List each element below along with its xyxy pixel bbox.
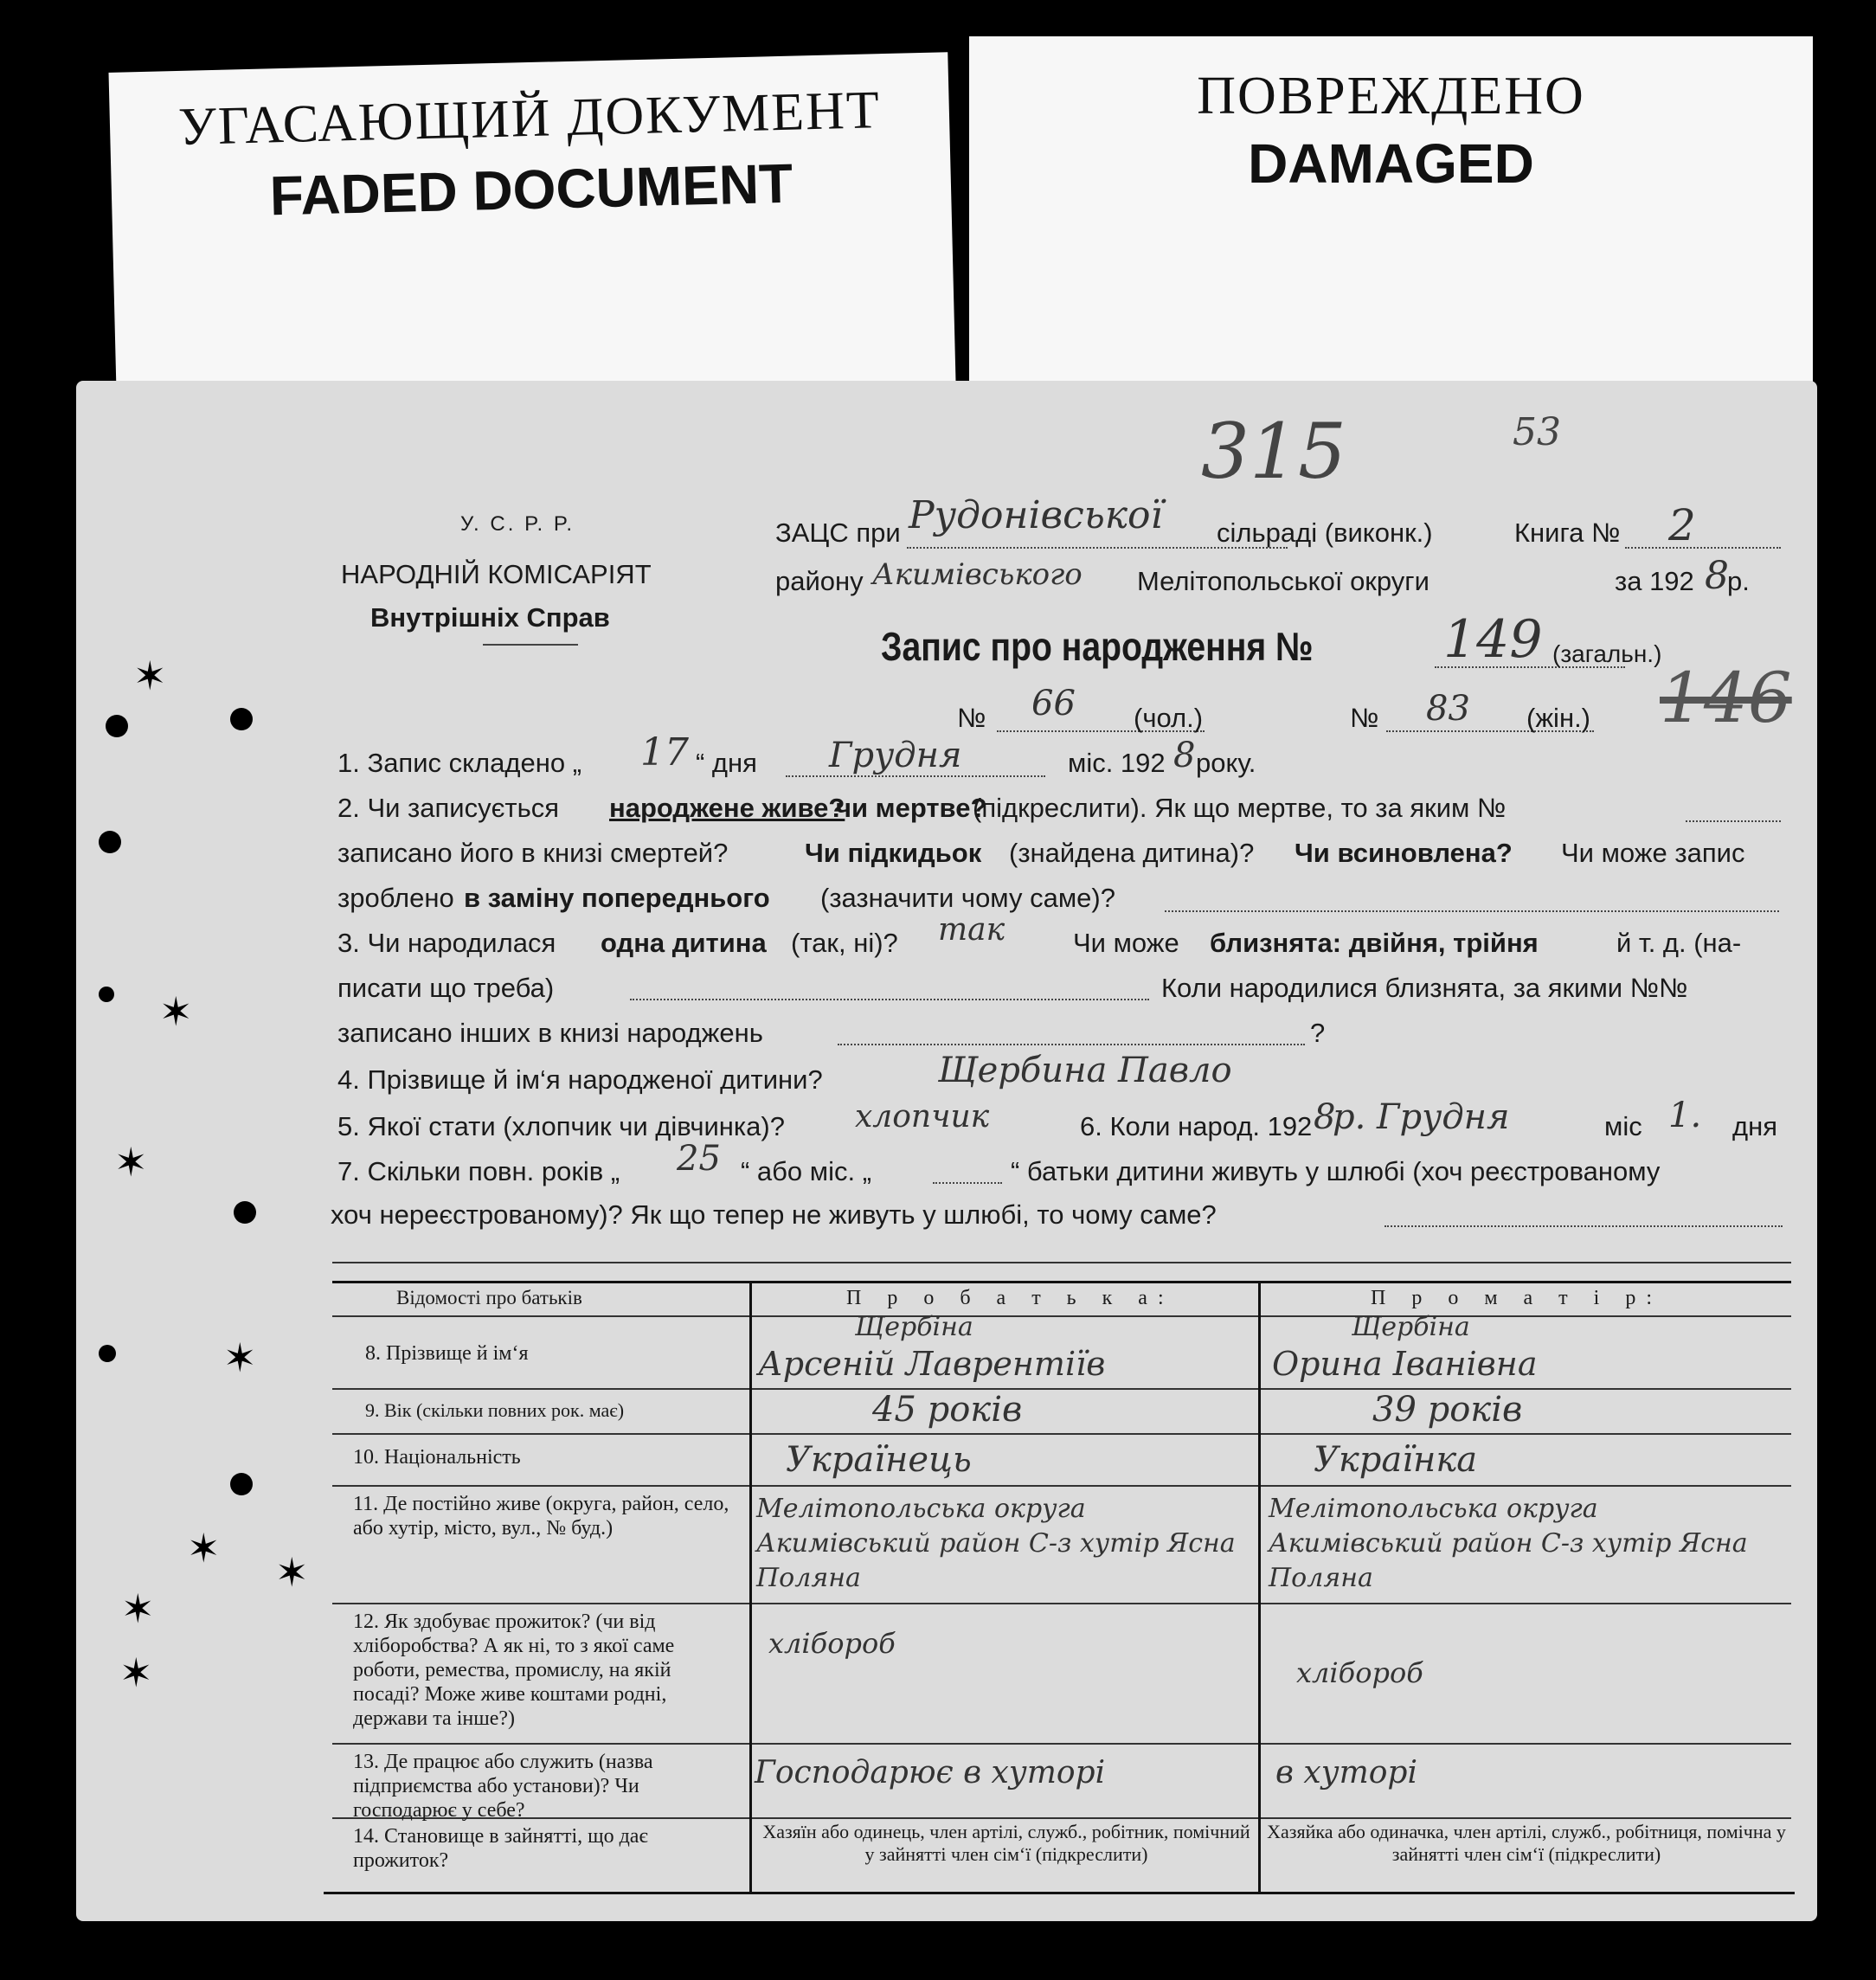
q1-day-suffix: “ дня — [696, 748, 757, 778]
mother-age: 39 років — [1372, 1390, 1523, 1430]
q6-month: р. Грудня — [1333, 1097, 1510, 1137]
table-row-11-label: 11. Де постійно живе (округа, район, село, або хутір, місто, вул., № буд.) — [353, 1493, 729, 1540]
book-label: Книга № — [1514, 518, 1621, 548]
district-name: Акимівського — [872, 557, 1083, 592]
q6-day: 1. — [1668, 1096, 1702, 1135]
father-name: Арсеній Лаврентіїв — [758, 1345, 1106, 1383]
q6-day-suffix: дня — [1732, 1111, 1777, 1141]
father-age: 45 років — [872, 1390, 1023, 1430]
q2-adopted: Чи всиновлена? — [1295, 838, 1513, 868]
zags-village: Рудонівської — [909, 493, 1163, 537]
q2-line1-d: (підкреслити). Як що мертве, то за яким № — [973, 793, 1507, 823]
q7-line2: хоч нереєстрованому)? Як що тепер не живуть у шлюбі, то чому саме? — [331, 1199, 1217, 1230]
general-number: 149 — [1443, 609, 1543, 670]
mother-workplace: в хуторі — [1275, 1755, 1417, 1790]
page-number: 53 — [1513, 410, 1561, 454]
q1-year-digit: 8 — [1173, 736, 1196, 775]
ministry-line1: НАРОДНІЙ КОМІСАРІЯТ — [341, 559, 652, 589]
q7-line1-b: “ або міс. „ — [741, 1156, 872, 1186]
general-suffix: (загальн.) — [1552, 640, 1662, 667]
q3-line3: записано інших в книзі народжень — [337, 1018, 763, 1048]
q3-single-child: одна дитина — [601, 928, 767, 958]
punch-hole — [106, 715, 128, 737]
q7-years: 25 — [677, 1139, 721, 1179]
male-no-label: № — [957, 703, 986, 733]
q2-line2-a: записано його в книзі смертей? — [337, 838, 729, 868]
zags-prefix: ЗАЦС при — [775, 518, 901, 548]
q7-line1-c: “ батьки дитини живуть у шлюбі (хоч реєстрованому — [1011, 1156, 1661, 1186]
sticker-en-damaged: DAMAGED — [1248, 132, 1534, 195]
q2-line3-c: (зазначити чому саме)? — [820, 883, 1115, 913]
q5-label: 5. Якої стати (хлопчик чи дівчинка)? — [337, 1111, 785, 1141]
table-row-13-label: 13. Де працює або служить (назва підприємства або установи)? Чи господарює у себе? — [353, 1751, 653, 1822]
year-digit: 8 — [1705, 554, 1729, 598]
q7-line1-a: 7. Скільки повн. років „ — [337, 1156, 620, 1186]
father-residence: Мелітопольська округа Акимівський район С-з хутір Ясна Поляна — [756, 1494, 1236, 1593]
tear-mark: ✶ — [121, 1585, 155, 1632]
q1-month: Грудня — [829, 736, 962, 775]
mother-name: Орина Іванівна — [1272, 1345, 1538, 1383]
state-label: У. С. Р. Р. — [460, 512, 575, 536]
q2-stillborn: чи мертве? — [836, 793, 987, 823]
punch-hole — [230, 1473, 253, 1495]
q4-label: 4. Прізвище й ім‘я народженої дитини? — [337, 1064, 823, 1095]
q6-label: 6. Коли народ. 192 — [1080, 1111, 1313, 1141]
mother-employment-status: Хазяйка або одиначка, член артілі, служб., робітниця, помічна у зайнятті член сім‘ї (підкреслити) — [1267, 1821, 1786, 1865]
tear-mark: ✶ — [114, 1139, 148, 1186]
faded-document-sticker — [109, 52, 956, 402]
archive-number: 315 — [1201, 407, 1346, 496]
q5-answer: хлопчик — [855, 1099, 990, 1135]
q3-answer: так — [938, 912, 1005, 948]
record-title: Запис про народження № — [881, 624, 1314, 669]
sticker-ru-faded: УГАСАЮЩИЙ ДОКУМЕНТ — [177, 80, 882, 157]
female-suffix: (жін.) — [1526, 703, 1591, 733]
table-col-mother: П р о м а т і р: — [1371, 1287, 1662, 1309]
corner-number: 146 — [1660, 658, 1792, 738]
q2-foundling: Чи підкидьок — [805, 838, 982, 868]
punch-hole — [230, 708, 253, 730]
q3-line2-a: писати що треба) — [337, 973, 555, 1003]
ministry-line2: Внутрішніх Справ — [370, 602, 610, 633]
q3-line1-c: (так, ні)? — [791, 928, 898, 958]
punch-hole — [99, 987, 114, 1002]
male-number: 66 — [1031, 684, 1076, 723]
q6-year-digit: 8 — [1314, 1097, 1336, 1137]
mother-occupation: хлібороб — [1296, 1656, 1423, 1689]
year-prefix: за 192 — [1615, 566, 1694, 596]
father-surname: Щербіна — [855, 1312, 973, 1342]
mother-residence: Мелітопольська округа Акимівський район С-з хутір Ясна Поляна — [1269, 1494, 1748, 1593]
q1-label: 1. Запис складено „ — [337, 748, 582, 778]
q1-year-suffix: року. — [1196, 748, 1256, 778]
q2-line2-c: (знайдена дитина)? — [1009, 838, 1255, 868]
district-prefix: району — [775, 566, 864, 596]
header-rule — [483, 644, 578, 646]
mother-surname: Щербіна — [1352, 1312, 1470, 1342]
q2-line1-a: 2. Чи записується — [337, 793, 560, 823]
punch-hole — [99, 1345, 116, 1362]
district-suffix: Мелітопольської округи — [1137, 566, 1429, 596]
table-col-parents-info: Відомості про батьків — [396, 1287, 582, 1308]
father-occupation: хлібороб — [768, 1627, 896, 1660]
female-number: 83 — [1426, 689, 1470, 729]
q2-line3-a: зроблено — [337, 883, 454, 913]
father-workplace: Господарює в хуторі — [755, 1755, 1106, 1790]
zags-suffix: сільраді (виконк.) — [1217, 518, 1433, 548]
sticker-en-faded: FADED DOCUMENT — [268, 151, 793, 228]
q2-line2-e: Чи може запис — [1561, 838, 1745, 868]
q3-twins: близнята: двійня, трійня — [1210, 928, 1539, 958]
tear-mark: ✶ — [159, 988, 193, 1035]
q1-day: 17 — [640, 730, 689, 775]
table-row-9-label: 9. Вік (скільки повних рок. має) — [365, 1399, 625, 1421]
punch-hole — [99, 831, 121, 853]
q3-line3-end: ? — [1310, 1018, 1326, 1048]
male-suffix: (чол.) — [1134, 703, 1204, 733]
table-row-12-label: 12. Як здобуває прожиток? (чи від хліборобства? А як ні, то з якої саме роботи, ремества, промислу, на якій посаді? Може живе коштами родні, держави та інше?) — [353, 1610, 675, 1730]
q2-replacement: в заміну попереднього — [464, 883, 770, 913]
table-col-father: П р о б а т ь к а: — [846, 1287, 1174, 1309]
table-row-10-label: 10. Національність — [353, 1446, 521, 1469]
year-suffix: р. — [1727, 566, 1750, 596]
father-employment-status: Хазяїн або одинець, член артілі, служб., робітник, помічний у зайнятті член сім‘ї (підкреслити) — [762, 1821, 1250, 1865]
book-number: 2 — [1668, 500, 1696, 550]
table-row-14-label: 14. Становище в зайнятті, що дає прожиток? — [353, 1825, 648, 1872]
tear-mark: ✶ — [119, 1649, 153, 1696]
q6-month-suffix: міс — [1604, 1111, 1642, 1141]
tear-mark: ✶ — [187, 1525, 221, 1572]
tear-mark: ✶ — [223, 1334, 257, 1381]
q3-line1-f: й т. д. (на- — [1616, 928, 1742, 958]
q1-year-prefix: міс. 192 — [1068, 748, 1166, 778]
q3-line1-a: 3. Чи народилася — [337, 928, 556, 958]
q3-line2-b: Коли народилися близнята, за якими №№ — [1161, 973, 1688, 1003]
q3-line1-d: Чи може — [1073, 928, 1179, 958]
father-nationality: Українець — [786, 1440, 972, 1480]
birth-record-form — [76, 381, 1817, 1921]
q2-born-alive: народжене живе? — [609, 793, 845, 823]
damaged-sticker — [969, 36, 1813, 382]
punch-hole — [234, 1201, 256, 1224]
table-row-8-label: 8. Прізвище й ім‘я — [365, 1342, 529, 1365]
female-no-label: № — [1350, 703, 1379, 733]
q4-answer: Щербина Павло — [938, 1051, 1232, 1090]
mother-nationality: Українка — [1314, 1440, 1478, 1480]
tear-mark: ✶ — [275, 1549, 309, 1596]
sticker-ru-damaged: ПОВРЕЖДЕНО — [1197, 67, 1585, 125]
tear-mark: ✶ — [133, 652, 167, 699]
